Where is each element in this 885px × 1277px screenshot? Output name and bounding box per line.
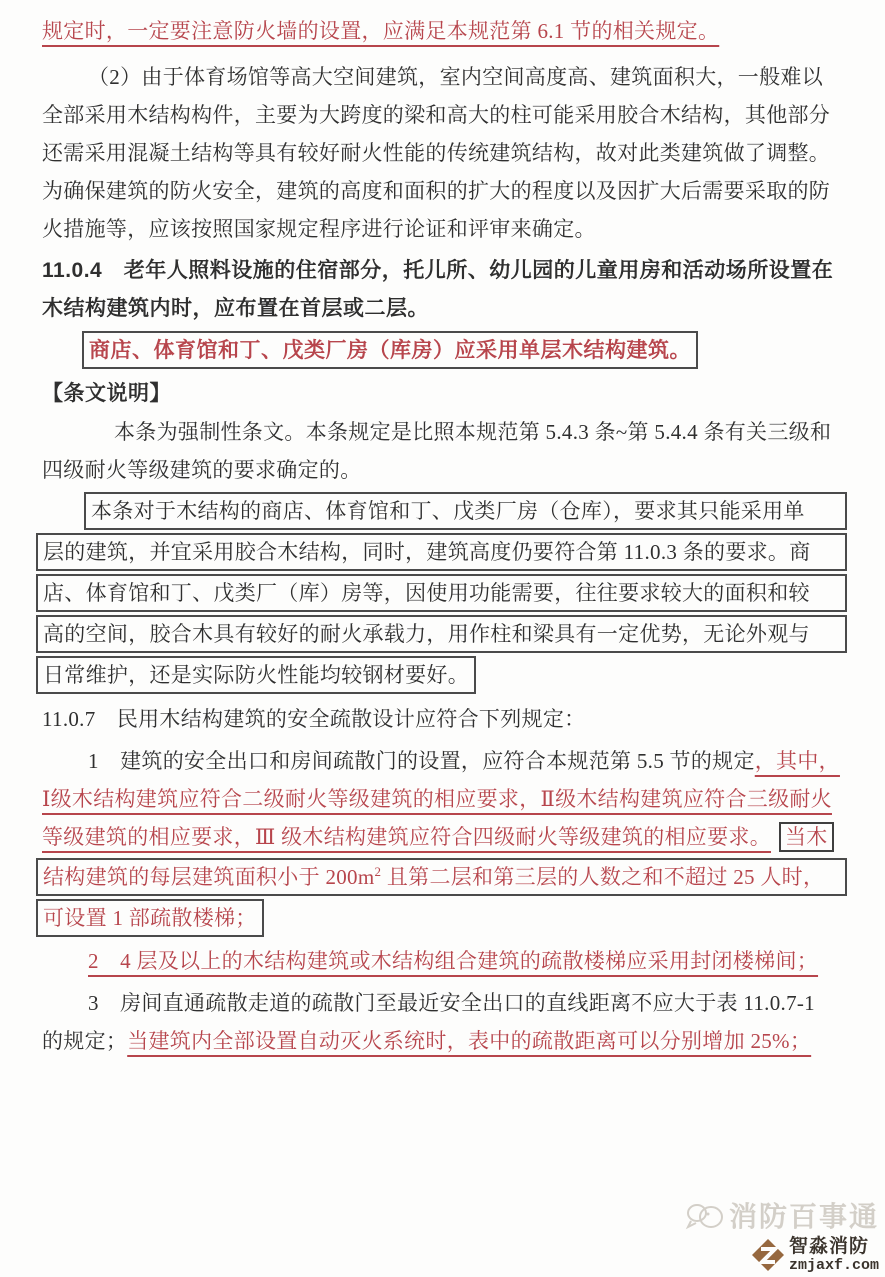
- text-segment: 店、体育馆和丁、戊类厂（库）房等，因使用功能需要，往往要求较大的面积和较: [43, 581, 810, 605]
- text-line: [42, 1022, 847, 1060]
- text-line: [42, 252, 847, 290]
- boxed-text-line: [36, 858, 847, 896]
- boxed-text-line: [36, 615, 847, 653]
- text-segment: 日常维护，还是实际防火性能均较钢材要好。: [43, 663, 469, 687]
- boxed-text-line: [36, 899, 264, 937]
- boxed-text-line: [36, 656, 476, 694]
- text-segment: 【条文说明】: [42, 382, 171, 405]
- watermark-brand: [751, 1237, 879, 1273]
- document-body: [42, 12, 847, 1060]
- text-line: [42, 172, 847, 210]
- chat-bubble-logo-icon: [685, 1199, 725, 1231]
- text-segment: 还需采用混凝土结构等具有较好耐火性能的传统建筑结构，故对此类建筑做了调整。: [42, 141, 831, 165]
- diamond-logo-icon: [751, 1238, 785, 1272]
- text-line: [42, 12, 847, 50]
- text-segment: 的规定；: [42, 1029, 128, 1053]
- text-line: [42, 96, 847, 134]
- text-segment: 当建筑内全部设置自动灭火系统时，表中的疏散距离可以分别增加 25%；: [127, 1029, 812, 1053]
- text-segment: 2: [374, 864, 382, 879]
- text-segment: 木结构建筑内时，应布置在首层或二层。: [42, 297, 429, 320]
- watermark: [621, 1195, 881, 1275]
- boxed-text-line: [36, 533, 847, 571]
- text-segment: （2）由于体育场馆等高大空间建筑，室内空间高度高、建筑面积大，一般难以: [88, 65, 823, 89]
- boxed-text-line: [36, 574, 847, 612]
- text-segment: 等级建筑的相应要求，Ⅲ 级木结构建筑应符合四级耐火等级建筑的相应要求。: [42, 825, 771, 849]
- text-segment: 高的空间，胶合木具有较好的耐火承载力，用作柱和梁具有一定优势，无论外观与: [43, 622, 810, 646]
- text-segment: 本条对于木结构的商店、体育馆和丁、戊类厂房（仓库），要求其只能采用单: [91, 499, 805, 523]
- text-line: [88, 742, 847, 780]
- text-segment: 11.0.4 老年人照料设施的住宿部分，托儿所、幼儿园的儿童用房和活动场所设置在: [42, 259, 834, 282]
- text-segment: 火措施等，应该按照国家规定程序进行论证和评审来确定。: [42, 217, 596, 241]
- text-segment: 规定时，一定要注意防火墙的设置，应满足本规范第 6.1 节的相关规定。: [42, 19, 720, 43]
- text-segment: 3 房间直通疏散走道的疏散门至最近安全出口的直线距离不应大于表 11.0.7-1: [88, 991, 815, 1015]
- text-segment: 层的建筑，并宜采用胶合木结构，同时，建筑高度仍要符合第 11.0.3 条的要求。商: [43, 540, 811, 564]
- text-segment: 全部采用木结构构件，主要为大跨度的梁和高大的柱可能采用胶合木结构，其他部分: [42, 103, 831, 127]
- brand-url: zmjaxf.com: [788, 1257, 879, 1274]
- text-segment: 1 建筑的安全出口和房间疏散门的设置，应符合本规范第 5.5 节的规定: [88, 749, 755, 773]
- text-line: [42, 210, 847, 248]
- text-segment: 且第二层和第三层的人数之和不超过 25 人时，: [381, 865, 825, 889]
- watermark-faint-row: [685, 1195, 879, 1235]
- inline-boxed-text: 当木: [779, 822, 834, 852]
- boxed-text-line: [84, 492, 847, 530]
- brand-name: 智淼消防: [788, 1236, 869, 1257]
- text-line: [42, 451, 847, 489]
- text-segment: 2 4 层及以上的木结构建筑或木结构组合建筑的疏散楼梯应采用封闭楼梯间；: [88, 949, 819, 973]
- text-line: [88, 942, 847, 980]
- text-line: [42, 700, 847, 738]
- text-line: [42, 818, 847, 856]
- text-segment: 结构建筑的每层建筑面积小于 200m: [43, 865, 375, 889]
- text-line: [88, 58, 847, 96]
- text-line: [42, 780, 847, 818]
- text-segment: 为确保建筑的防火安全，建筑的高度和面积的扩大的程度以及因扩大后需要采取的防: [42, 179, 831, 203]
- text-segment: ，其中，: [754, 749, 840, 773]
- text-line: [42, 375, 847, 413]
- text-segment: 四级耐火等级建筑的要求确定的。: [42, 458, 362, 482]
- text-line: [42, 134, 847, 172]
- boxed-text-line: [82, 331, 698, 369]
- text-line: [88, 984, 847, 1022]
- watermark-faint-text: 消防百事通: [728, 1201, 879, 1232]
- text-line: [42, 290, 847, 328]
- text-segment: 可设置 1 部疏散楼梯；: [43, 906, 257, 930]
- text-segment: 11.0.7 民用木结构建筑的安全疏散设计应符合下列规定：: [42, 707, 586, 731]
- text-line: [114, 413, 847, 451]
- text-segment: 本条为强制性条文。本条规定是比照本规范第 5.4.3 条~第 5.4.4 条有关三级和: [114, 420, 832, 444]
- text-segment: 商店、体育馆和丁、戊类厂房（库房）应采用单层木结构建筑。: [89, 339, 691, 362]
- text-segment: Ⅰ级木结构建筑应符合二级耐火等级建筑的相应要求，Ⅱ级木结构建筑应符合三级耐火: [42, 787, 832, 811]
